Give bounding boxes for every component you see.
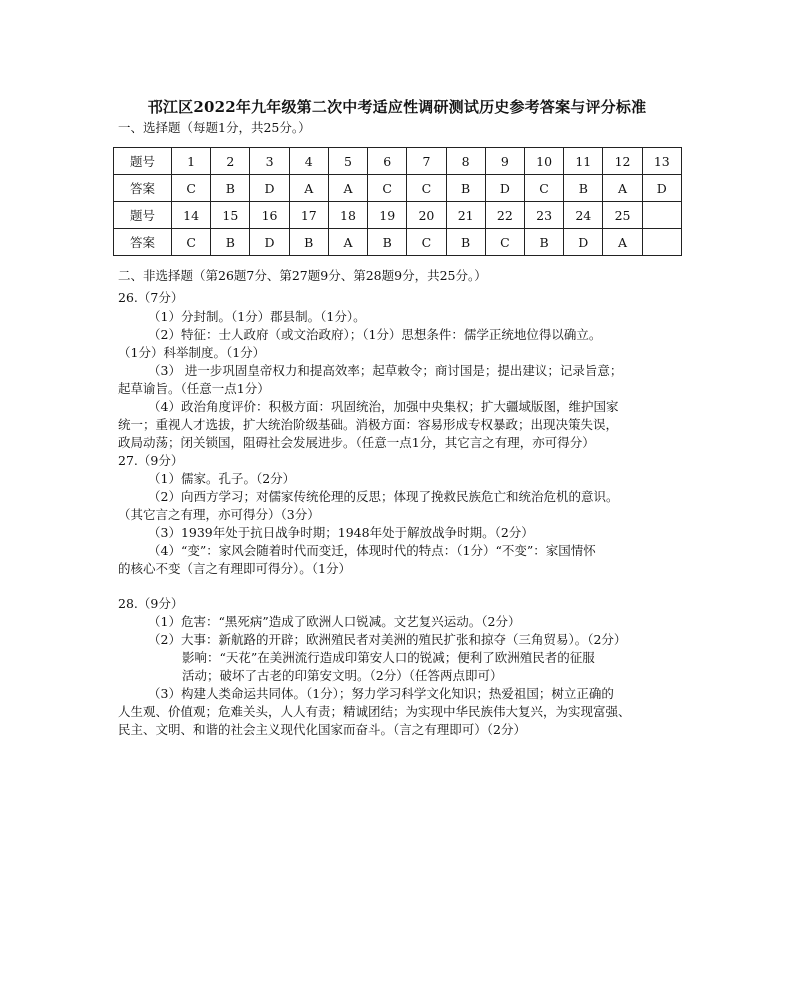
answer-table-cell: B: [211, 229, 250, 256]
answer-table-cell: 9: [485, 148, 524, 175]
answer-table-cell: A: [328, 175, 367, 202]
q26-heading: 26.（7分）: [118, 290, 184, 305]
answer-table-cell: 8: [446, 148, 485, 175]
answer-table-cell: A: [603, 229, 642, 256]
answer-table-cell: C: [368, 175, 407, 202]
answer-table-cell: 23: [524, 202, 563, 229]
answer-table-cell: B: [446, 229, 485, 256]
section-heading-choice: 一、选择题（每题1分，共25分。）: [118, 120, 311, 135]
answer-table-row: [114, 202, 682, 229]
answer-table-cell: B: [524, 229, 563, 256]
q26-part2-line1: （2）特征：士人政府（或文治政府）；（1分）思想条件：儒学正统地位得以确立。: [148, 327, 602, 342]
q26-part1: （1）分封制。（1分）郡县制。（1分）。: [148, 309, 366, 324]
answer-table-cell: C: [172, 175, 211, 202]
q27-part4-line1: （4）“变”：家风会随着时代而变迁，体现时代的特点：（1分）“不变”：家国情怀: [148, 543, 596, 558]
section-heading-nonchoice: 二、非选择题（第26题7分、第27题9分、第28题9分，共25分。）: [118, 268, 487, 283]
answer-table-cell: D: [642, 175, 681, 202]
answer-table-cell: 14: [172, 202, 211, 229]
answer-table-cell: 15: [211, 202, 250, 229]
answer-table-row: [114, 175, 682, 202]
answer-table-cell: 2: [211, 148, 250, 175]
q27-part3: （3）1939年处于抗日战争时期；1948年处于解放战争时期。（2分）: [148, 525, 534, 540]
answer-table-cell: D: [250, 175, 289, 202]
q27-part2-line2: （其它言之有理，亦可得分）（3分）: [118, 507, 320, 522]
answer-table-cell: 6: [368, 148, 407, 175]
answer-table-cell: C: [407, 175, 446, 202]
answer-table-cell: C: [524, 175, 563, 202]
q26-part3-line1: （3） 进一步巩固皇帝权力和提高效率；起草敕令；商讨国是；提出建议；记录旨意；: [148, 363, 623, 378]
answer-table-cell: D: [564, 229, 603, 256]
q26-part4-line1: （4）政治角度评价：积极方面：巩固统治，加强中央集权；扩大疆域版图，维护国家: [148, 399, 619, 414]
answer-table-cell: 4: [289, 148, 328, 175]
q28-part2-line1: （2）大事：新航路的开辟；欧洲殖民者对美洲的殖民扩张和掠夺（三角贸易）。（2分）: [148, 632, 627, 647]
answer-table-cell: 25: [603, 202, 642, 229]
answer-table-cell: 11: [564, 148, 603, 175]
answer-table-cell: 7: [407, 148, 446, 175]
answer-table: [113, 147, 682, 256]
answer-table-cell: D: [485, 175, 524, 202]
answer-table-cell: 16: [250, 202, 289, 229]
answer-table-cell: C: [172, 229, 211, 256]
answer-table-cell: 24: [564, 202, 603, 229]
answer-table-cell: 18: [328, 202, 367, 229]
answer-table-cell: [642, 229, 681, 256]
answer-table-cell: A: [289, 175, 328, 202]
q28-part3-line3: 民主、文明、和谐的社会主义现代化国家而奋斗。（言之有理即可）（2分）: [118, 722, 526, 737]
q26-part4-line2: 统一；重视人才选拔，扩大统治阶级基础。消极方面：容易形成专权暴政；出现决策失误，: [118, 417, 619, 432]
answer-table-cell: B: [564, 175, 603, 202]
answer-table-cell: B: [446, 175, 485, 202]
q28-heading: 28.（9分）: [118, 596, 184, 611]
q27-heading: 27.（9分）: [118, 453, 184, 468]
answer-table-row-header: 题号: [114, 202, 172, 229]
q27-part4-line2: 的核心不变（言之有理即可得分）。（1分）: [118, 561, 351, 576]
answer-table-cell: [642, 202, 681, 229]
answer-table-cell: 22: [485, 202, 524, 229]
answer-table-cell: 20: [407, 202, 446, 229]
answer-table-row-header: 题号: [114, 148, 172, 175]
answer-table-cell: 1: [172, 148, 211, 175]
answer-table-cell: C: [485, 229, 524, 256]
answer-table-cell: 17: [289, 202, 328, 229]
q26-part3-line2: 起草谕旨。（任意一点1分）: [118, 381, 270, 396]
answer-table-row: [114, 148, 682, 175]
answer-table-cell: B: [289, 229, 328, 256]
page-title: 邗江区2022年九年级第二次中考适应性调研测试历史参考答案与评分标准: [147, 98, 647, 116]
answer-table-cell: D: [250, 229, 289, 256]
answer-table-cell: C: [407, 229, 446, 256]
answer-table-row-header: 答案: [114, 175, 172, 202]
q28-part3-line1: （3）构建人类命运共同体。（1分）；努力学习科学文化知识；热爱祖国；树立正确的: [148, 686, 614, 701]
answer-table-cell: 12: [603, 148, 642, 175]
answer-table-cell: 21: [446, 202, 485, 229]
q28-part2-line3: 活动；破坏了古老的印第安文明。（2分）（任答两点即可）: [182, 668, 503, 683]
q26-part2-line2: （1分）科举制度。（1分）: [118, 345, 266, 360]
answer-table-cell: 5: [328, 148, 367, 175]
answer-table-cell: A: [328, 229, 367, 256]
q28-part2-line2: 影响：“天花”在美洲流行造成印第安人口的锐减；便利了欧洲殖民者的征服: [182, 650, 595, 665]
answer-table-cell: A: [603, 175, 642, 202]
q28-part1: （1）危害：“黑死病”造成了欧洲人口锐减。文艺复兴运动。（2分）: [148, 614, 521, 629]
q27-part2-line1: （2）向西方学习；对儒家传统伦理的反思；体现了挽救民族危亡和统治危机的意识。: [148, 489, 619, 504]
answer-table-cell: 19: [368, 202, 407, 229]
q26-part4-line3: 政局动荡；闭关锁国，阻碍社会发展进步。（任意一点1分，其它言之有理，亦可得分）: [118, 435, 595, 450]
answer-table-cell: 3: [250, 148, 289, 175]
answer-table-row: [114, 229, 682, 256]
answer-table-cell: 13: [642, 148, 681, 175]
answer-table-cell: B: [368, 229, 407, 256]
q28-part3-line2: 人生观、价值观；危难关头，人人有责；精诚团结；为实现中华民族伟大复兴，为实现富强、: [118, 704, 631, 719]
answer-table-cell: 10: [524, 148, 563, 175]
answer-table-row-header: 答案: [114, 229, 172, 256]
answer-table-cell: B: [211, 175, 250, 202]
q27-part1: （1）儒家。孔子。（2分）: [148, 471, 296, 486]
